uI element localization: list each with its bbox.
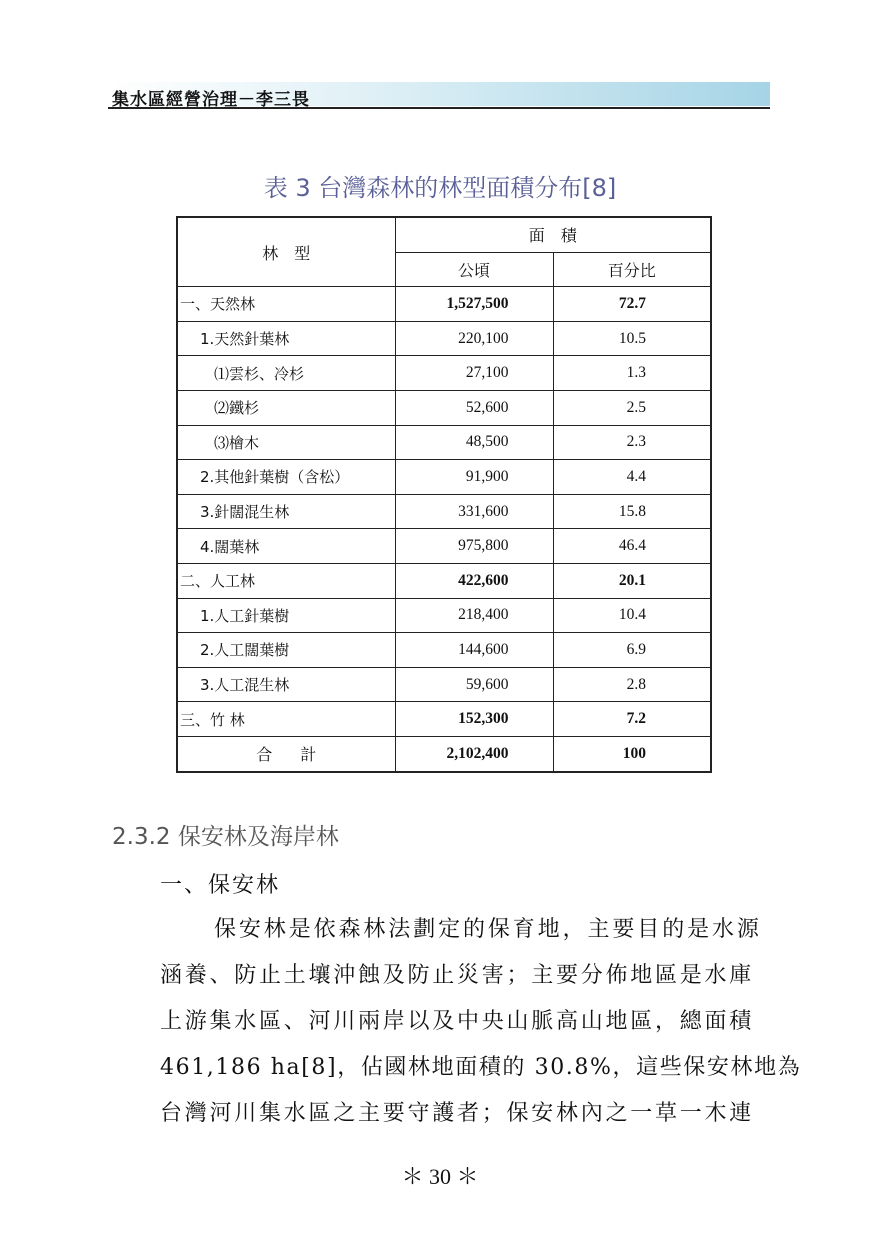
table-row (177, 494, 711, 529)
total-label: 合計 (177, 736, 395, 771)
hectare-cell: 59,600 (395, 667, 553, 702)
table-row (177, 425, 711, 460)
percent-cell: 1.3 (553, 356, 711, 391)
forest-type-cell: 3.針闊混生林 (177, 494, 395, 529)
forest-type-cell: 一、天然林 (177, 287, 395, 322)
column-header-hectare: 公頃 (395, 252, 553, 287)
table-header-row (177, 217, 711, 252)
paragraph-line-3: 上游集水區、河川兩岸以及中央山脈高山地區，總面積 (160, 1009, 755, 1034)
forest-area-table (176, 216, 712, 773)
forest-type-cell: 2.人工闊葉樹 (177, 633, 395, 668)
forest-type-cell: ⑵鐵杉 (177, 390, 395, 425)
hectare-cell: 48,500 (395, 425, 553, 460)
forest-type-cell: ⑴雲杉、冷杉 (177, 356, 395, 391)
percent-cell: 4.4 (553, 460, 711, 495)
hectare-cell: 52,600 (395, 390, 553, 425)
page-number: ＊ 30 ＊ (401, 1164, 479, 1189)
table-row (177, 667, 711, 702)
hectare-cell: 975,800 (395, 529, 553, 564)
table-total-row (177, 736, 711, 771)
table-body (177, 287, 711, 737)
paragraph-line-5: 台灣河川集水區之主要守護者；保安林內之一草一木連 (160, 1101, 755, 1126)
forest-type-cell: 二、人工林 (177, 563, 395, 598)
hectare-cell: 220,100 (395, 321, 553, 356)
table-caption: 表 3 台灣森林的林型面積分布[8] (263, 174, 617, 202)
percent-cell: 10.5 (553, 321, 711, 356)
percent-cell: 2.3 (553, 425, 711, 460)
percent-cell: 6.9 (553, 633, 711, 668)
forest-type-cell: ⑶檜木 (177, 425, 395, 460)
paragraph-line-1: 保安林是依森林法劃定的保育地，主要目的是水源 (214, 917, 762, 942)
table-row (177, 356, 711, 391)
hectare-cell: 27,100 (395, 356, 553, 391)
hectare-cell: 144,600 (395, 633, 553, 668)
table-row (177, 390, 711, 425)
section-title: 2.3.2 保安林及海岸林 (112, 824, 339, 850)
percent-cell: 20.1 (553, 563, 711, 598)
hectare-cell: 218,400 (395, 598, 553, 633)
hectare-cell: 1,527,500 (395, 287, 553, 322)
total-percent: 100 (553, 736, 711, 771)
percent-cell: 72.7 (553, 287, 711, 322)
percent-cell: 2.5 (553, 390, 711, 425)
column-header-percent: 百分比 (553, 252, 711, 287)
hectare-cell: 91,900 (395, 460, 553, 495)
sub-heading: 一、保安林 (160, 873, 281, 898)
column-header-area: 面 積 (395, 217, 711, 252)
paragraph-line-4: 461,186 ha[8]，佔國林地面積的 30.8%，這些保安林地為 (160, 1055, 802, 1080)
paragraph-line-2: 涵養、防止土壤沖蝕及防止災害；主要分佈地區是水庫 (160, 963, 755, 988)
percent-cell: 15.8 (553, 494, 711, 529)
forest-type-cell: 2.其他針葉樹（含松） (177, 460, 395, 495)
table-row (177, 563, 711, 598)
forest-type-cell: 1.人工針葉樹 (177, 598, 395, 633)
table-row (177, 633, 711, 668)
hectare-cell: 331,600 (395, 494, 553, 529)
percent-cell: 7.2 (553, 702, 711, 737)
column-header-type: 林 型 (177, 217, 395, 287)
percent-cell: 46.4 (553, 529, 711, 564)
percent-cell: 2.8 (553, 667, 711, 702)
table-row (177, 321, 711, 356)
hectare-cell: 422,600 (395, 563, 553, 598)
table-row (177, 460, 711, 495)
running-header: 集水區經營治理－李三畏 (112, 90, 310, 110)
forest-type-cell: 三、竹 林 (177, 702, 395, 737)
table-row (177, 287, 711, 322)
forest-type-cell: 3.人工混生林 (177, 667, 395, 702)
forest-type-cell: 1.天然針葉林 (177, 321, 395, 356)
table-row (177, 598, 711, 633)
table-row (177, 529, 711, 564)
hectare-cell: 152,300 (395, 702, 553, 737)
percent-cell: 10.4 (553, 598, 711, 633)
total-hectare: 2,102,400 (395, 736, 553, 771)
table-row (177, 702, 711, 737)
forest-type-cell: 4.闊葉林 (177, 529, 395, 564)
